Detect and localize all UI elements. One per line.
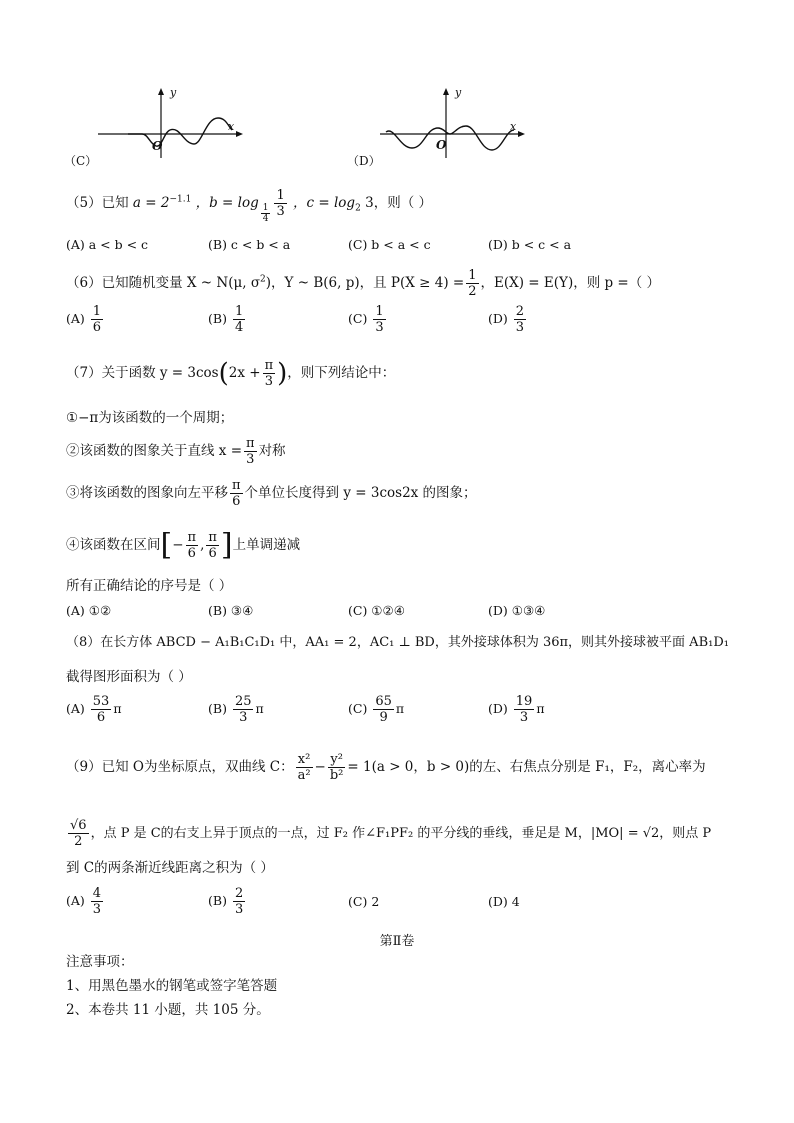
q9-stem-line2: $\frac{√6}{2}$ ，点 P 是 C的右支上异于顶点的一点，过 F₂ 作∠F₁PF₂ 的平分线的垂线，垂足是 M，|MO| = √2，则点 P — [70, 818, 712, 849]
graph-d-y-label: y — [455, 86, 462, 99]
q6-option-a[interactable]: (A) $\frac{1}{6}$ — [66, 304, 102, 335]
q7-option-b[interactable]: (B) ③④ — [208, 603, 254, 618]
graph-d — [380, 88, 525, 158]
graph-d-label: （D） — [347, 154, 381, 168]
graph-c-origin: O — [152, 139, 163, 153]
q5-log-arg: $\frac{1}{3}$ — [276, 188, 285, 219]
q6-option-b[interactable]: (B) $\frac{1}{4}$ — [208, 304, 244, 335]
q6-stem: （6）已知随机变量 X ~ N(μ, $\sigma^2$)，Y ~ B(6, p)，且 P(X ≥ 4) = $\frac{1}{2}$ ，E(X) = E(Y)，则 p =（ ） — [66, 268, 661, 299]
q7-stem: （7）关于函数 y = 3cos(2x + $\frac{\pi}{3}$ )，则下列结论中： — [66, 358, 396, 389]
graph-c-x-label: x — [228, 120, 235, 133]
q6-option-c[interactable]: (C) $\frac{1}{3}$ — [348, 304, 384, 335]
q9-stem-line1: （9）已知 O为坐标原点，双曲线 C： $\frac{\text{x²}}{\text{a²}}$ − $\frac{\text{y²}}{\text{b²}}$ = 1(a > 0，b > 0)的左、右焦点分别是 F₁，F₂，离心率为 — [66, 752, 706, 783]
q9-option-d[interactable]: (D) 4 — [488, 894, 520, 909]
q8-stem-line1: （8）在长方体 ABCD − A₁B₁C₁D₁ 中，AA₁ = 2，AC₁ ⊥ BD，其外接球体积为 36π，则其外接球被平面 AB₁D₁ — [66, 635, 729, 650]
q9-option-a[interactable]: (A) $\frac{4}{3}$ — [66, 886, 102, 917]
graph-c-y-label: y — [170, 86, 177, 99]
q9-option-b[interactable]: (B) $\frac{2}{3}$ — [208, 886, 244, 917]
q7-statement-3: ③将该函数的图象向左平移 $\frac{\pi}{6}$ 个单位长度得到 y = 3cos2x 的图象； — [66, 478, 477, 509]
q6-frac: $\frac{1}{2}$ — [468, 268, 477, 299]
part2-note-2: 2、本卷共 11 小题，共 105 分。 — [66, 1002, 270, 1018]
q7-option-d[interactable]: (D) ①③④ — [488, 603, 546, 618]
part2-title: 第Ⅱ卷 — [379, 934, 415, 949]
q8-stem-line2: 截得图形面积为（ ） — [66, 669, 192, 685]
q6-option-d[interactable]: (D) $\frac{2}{3}$ — [488, 304, 525, 335]
q7-ask: 所有正确结论的序号是（ ） — [66, 578, 233, 594]
q9-stem-line3: 到 C的两条渐近线距离之积为（ ） — [66, 860, 274, 876]
q7-statement-2: ②该函数的图象关于直线 x = $\frac{\pi}{3}$ 对称 — [66, 436, 286, 467]
q5-option-d[interactable]: (D) b < c < a — [488, 237, 572, 252]
q5-log-base: $\frac{1}{4}$ — [262, 203, 269, 224]
graph-d-origin: O — [436, 138, 447, 152]
part2-notice: 注意事项： — [66, 954, 134, 970]
q5-option-a[interactable]: (A) a < b < c — [66, 237, 149, 252]
q7-option-c[interactable]: (C) ①②④ — [348, 603, 405, 618]
q9-option-c[interactable]: (C) 2 — [348, 894, 380, 909]
part2-note-1: 1、用黑色墨水的钢笔或签字笔答题 — [66, 978, 278, 994]
q5-option-b[interactable]: (B) c < b < a — [208, 237, 291, 252]
q8-option-d[interactable]: (D) $\frac{19}{3}$ π — [488, 694, 545, 725]
q5-option-c[interactable]: (C) b < a < c — [348, 237, 431, 252]
graph-d-x-label: x — [510, 120, 517, 133]
q8-option-b[interactable]: (B) $\frac{25}{3}$ π — [208, 694, 264, 725]
graph-c-label: （C） — [64, 154, 98, 168]
q7-option-a[interactable]: (A) ①② — [66, 603, 112, 618]
q7-statement-1: ①−π为该函数的一个周期； — [66, 410, 234, 426]
q7-statement-4: ④该函数在区间[− $\frac{\pi}{6}$ , $\frac{\pi}{6}$ ]上单调递减 — [66, 527, 301, 563]
q8-option-c[interactable]: (C) $\frac{65}{9}$ π — [348, 694, 405, 725]
q8-option-a[interactable]: (A) $\frac{53}{6}$ π — [66, 694, 122, 725]
q5-stem: （5）已知 $a = 2^{-1.1}$ ，b = log $\frac{1}{4}$ $\frac{1}{3}$ ，$c = \log_2 3$，则（ ） — [66, 188, 432, 224]
